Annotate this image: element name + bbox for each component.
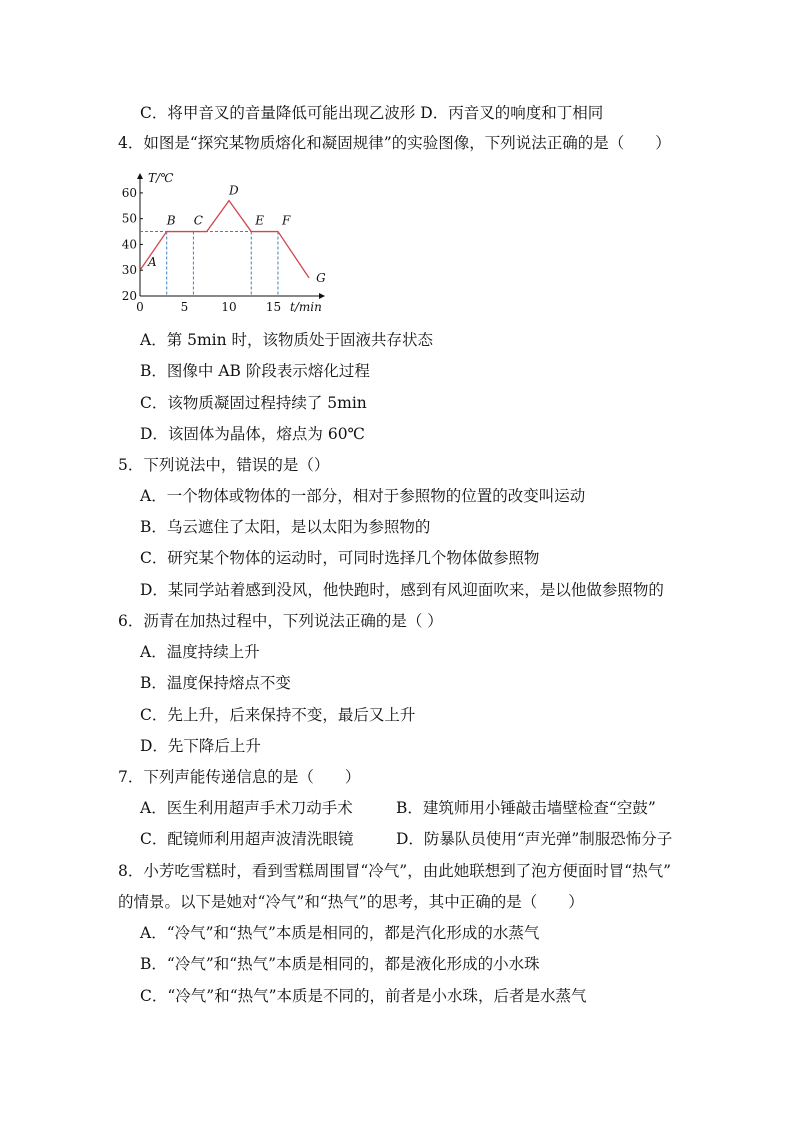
q5-stem: 5．下列说法中，错误的是（） xyxy=(118,456,330,474)
q6-option-d[interactable]: D．先下降后上升 xyxy=(140,737,261,755)
q4-option-c[interactable]: C．该物质凝固过程持续了 5min xyxy=(140,394,367,412)
point-label-a: A xyxy=(148,255,157,270)
q3-option-c-d: C．将甲音叉的音量降低可能出现乙波形 D．丙音叉的响度和丁相同 xyxy=(140,104,604,122)
point-label-b: B xyxy=(166,213,176,228)
q4-option-d[interactable]: D．该固体为晶体，熔点为 60℃ xyxy=(140,425,365,443)
q5-option-d[interactable]: D．某同学站着感到没风，他快跑时，感到有风迎面吹来，是以他做参照物的 xyxy=(140,581,664,599)
y-axis-label: T/℃ xyxy=(148,171,174,185)
y-tick-label-0: 20 xyxy=(121,289,137,303)
q4-option-a[interactable]: A．第 5min 时，该物质处于固液共存状态 xyxy=(140,331,434,349)
temperature-series-line xyxy=(140,201,309,278)
point-label-c: C xyxy=(193,213,203,228)
q6-option-b[interactable]: B．温度保持熔点不变 xyxy=(140,674,291,692)
q6-option-c[interactable]: C．先上升，后来保持不变，最后又上升 xyxy=(140,706,416,724)
q6-option-a[interactable]: A．温度持续上升 xyxy=(140,643,260,661)
q7-option-b[interactable]: B．建筑师用小锤敲击墙壁检查“空鼓” xyxy=(396,799,656,817)
x-tick-label-2: 10 xyxy=(221,300,237,314)
q7-option-a[interactable]: A．医生利用超声手术刀动手术 xyxy=(140,799,353,817)
q6-stem: 6．沥青在加热过程中，下列说法正确的是（ ） xyxy=(118,612,443,630)
q7-option-d[interactable]: D．防暴队员使用“声光弹”制服恐怖分子 xyxy=(396,830,673,848)
q4-option-b[interactable]: B．图像中 AB 阶段表示熔化过程 xyxy=(140,362,370,380)
q7-option-c[interactable]: C．配镜师利用超声波清洗眼镜 xyxy=(140,830,354,848)
x-tick-label-1: 5 xyxy=(180,300,189,314)
q5-option-b[interactable]: B．乌云遮住了太阳，是以太阳为参照物的 xyxy=(140,518,431,536)
y-tick-label-3: 50 xyxy=(121,211,137,226)
x-tick-label-3: 15 xyxy=(265,300,282,314)
q8-option-a[interactable]: A．“冷气”和“热气”本质是相同的，都是汽化形成的水蒸气 xyxy=(140,924,540,942)
x-tick-label-0: 0 xyxy=(136,300,144,314)
y-tick-label-2: 40 xyxy=(121,237,137,252)
q4-stem: 4．如图是“探究某物质熔化和凝固规律”的实验图像，下列说法正确的是（ ） xyxy=(118,134,671,152)
melting-curve-chart xyxy=(118,168,328,318)
q8-stem-line-1: 8．小芳吃雪糕时，看到雪糕周围冒“冷气”，由此她联想到了泡方便面时冒“热气” xyxy=(118,862,672,880)
q8-stem-line-2: 的情景。以下是她对“冷气”和“热气”的思考，其中正确的是（ ） xyxy=(118,893,584,911)
x-axis-label: t/min xyxy=(290,300,322,314)
q7-stem: 7．下列声能传递信息的是（ ） xyxy=(118,768,361,786)
y-tick-label-1: 30 xyxy=(121,263,137,278)
q8-option-b[interactable]: B．“冷气”和“热气”本质是相同的，都是液化形成的小水珠 xyxy=(140,955,540,973)
point-label-g: G xyxy=(316,270,326,285)
q5-option-c[interactable]: C．研究某个物体的运动时，可同时选择几个物体做参照物 xyxy=(140,549,540,567)
point-label-d: D xyxy=(229,183,239,198)
point-label-f: F xyxy=(281,213,291,228)
q8-option-c[interactable]: C．“冷气”和“热气”本质是不同的，前者是小水珠，后者是水蒸气 xyxy=(140,987,587,1005)
point-label-e: E xyxy=(255,213,265,228)
q5-option-a[interactable]: A．一个物体或物体的一部分，相对于参照物的位置的改变叫运动 xyxy=(140,487,586,505)
y-tick-label-4: 60 xyxy=(121,185,137,200)
